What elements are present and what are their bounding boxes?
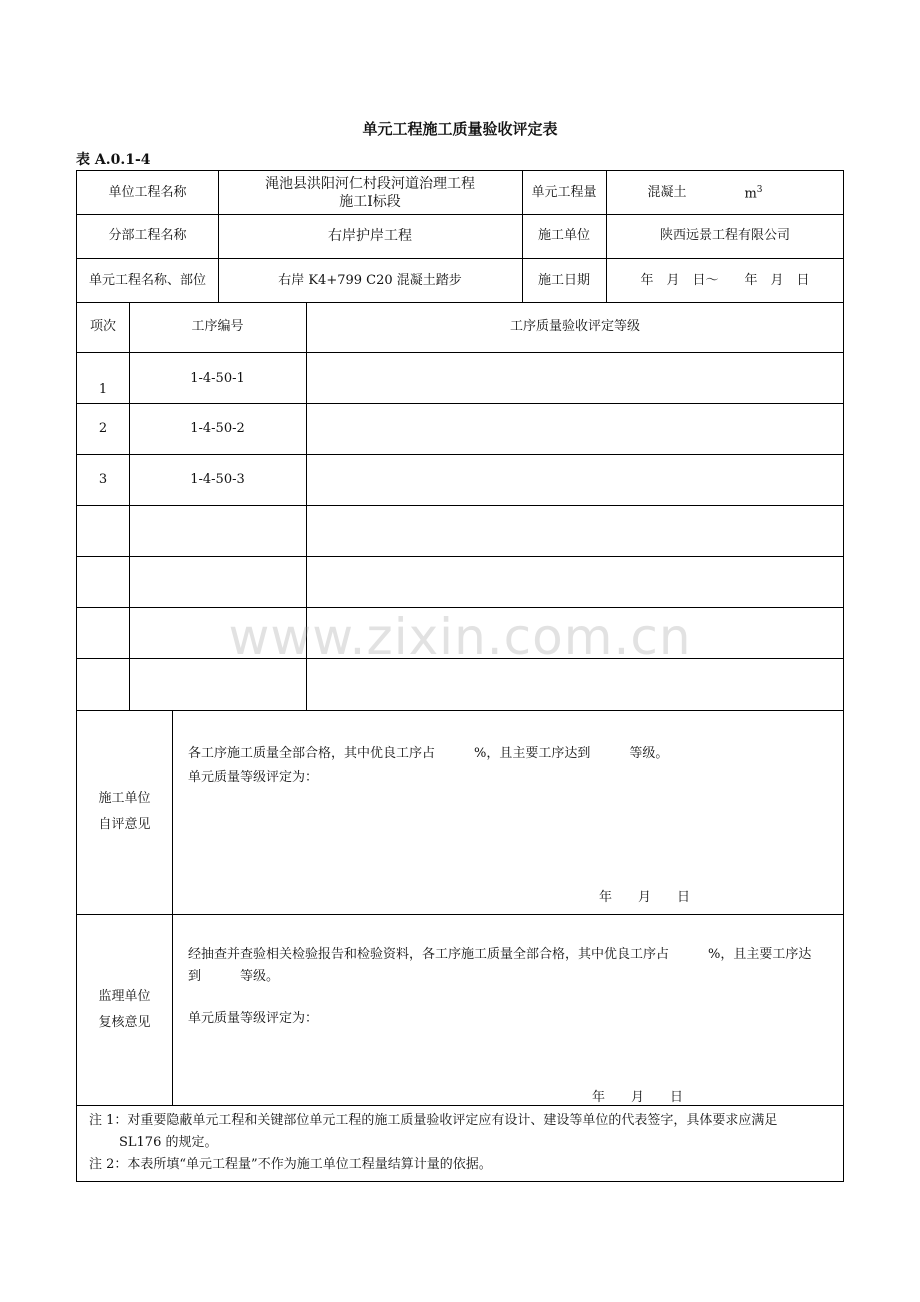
contractor-opinion-section bbox=[76, 710, 844, 915]
form-title: 单元工程施工质量验收评定表 bbox=[362, 120, 558, 138]
table-row-code bbox=[129, 556, 306, 607]
contractor-value: 陕西远景工程有限公司 bbox=[659, 228, 790, 243]
supervisor-opinion-label: 监理单位 复核意见 bbox=[98, 989, 151, 1030]
table-row-code: 1-4-50-3 bbox=[190, 471, 245, 487]
table-row-item bbox=[77, 556, 129, 607]
table-number: 表 A.0.1-4 bbox=[76, 152, 151, 168]
table-row-code bbox=[129, 505, 306, 556]
unit-project-label: 单位工程名称 bbox=[108, 184, 187, 200]
unit-project-value: 渑池县洪阳河仁村段河道治理工程 施工Ⅰ标段 bbox=[265, 175, 475, 210]
supervisor-opinion-section bbox=[76, 914, 844, 1106]
sub-project-label: 分部工程名称 bbox=[108, 228, 187, 243]
table-row-item bbox=[77, 505, 129, 556]
table-row-item: 2 bbox=[98, 420, 108, 436]
col-header-item: 项次 bbox=[89, 319, 116, 334]
element-name-label: 单元工程名称、部位 bbox=[88, 272, 206, 288]
contractor-opinion-text: 各工序施工质量全部合格，其中优良工序占 %，且主要工序达到 等级。 单元质量等级评定为： bbox=[188, 746, 669, 785]
table-row-grade bbox=[306, 403, 844, 454]
col-header-code: 工序编号 bbox=[191, 319, 244, 334]
table-row-grade bbox=[306, 556, 844, 607]
note-1-line-2: SL176 的规定。 bbox=[119, 1135, 218, 1150]
supervisor-opinion-date: 年 月 日 bbox=[592, 1090, 684, 1105]
table-row-grade bbox=[306, 607, 844, 658]
process-table bbox=[76, 302, 844, 711]
element-quantity-label: 单元工程量 bbox=[531, 184, 597, 200]
table-row-item: 1 bbox=[98, 382, 108, 397]
element-quantity-value: 混凝土 $m^3$ bbox=[647, 184, 763, 202]
contractor-label: 施工单位 bbox=[537, 228, 590, 243]
table-row-grade bbox=[306, 505, 844, 556]
sub-project-value: 右岸护岸工程 bbox=[328, 228, 412, 244]
col-header-grade: 工序质量验收评定等级 bbox=[509, 319, 640, 334]
note-2: 注 2：本表所填“单元工程量”不作为施工单位工程量结算计量的依据。 bbox=[89, 1157, 492, 1172]
supervisor-opinion-text: 经抽查并查验相关检验报告和检验资料，各工序施工质量全部合格，其中优良工序占 %，且主要工序达 到 等级。 单元质量等级评定为： bbox=[188, 947, 812, 1026]
note-1-line-1: 注 1：对重要隐蔽单元工程和关键部位单元工程的施工质量验收评定应有设计、建设等单位的代表签字，具体要求应满足 bbox=[89, 1113, 778, 1128]
contractor-opinion-date: 年 月 日 bbox=[599, 890, 691, 905]
table-row-code: 1-4-50-2 bbox=[190, 420, 245, 436]
notes-section bbox=[76, 1105, 844, 1182]
element-name-value: 右岸 K4+799 C20 混凝土踏步 bbox=[278, 272, 462, 288]
construction-date-value: 年 月 日～ 年 月 日 bbox=[640, 272, 810, 288]
header-table bbox=[76, 170, 844, 303]
table-row-grade bbox=[306, 352, 844, 403]
contractor-opinion-label: 施工单位 自评意见 bbox=[98, 791, 151, 832]
table-row-code: 1-4-50-1 bbox=[190, 371, 245, 386]
table-row-item: 3 bbox=[98, 471, 108, 487]
table-row-code bbox=[129, 658, 306, 710]
table-row-item bbox=[77, 607, 129, 658]
construction-date-label: 施工日期 bbox=[537, 272, 590, 288]
watermark: www.zixin.com.cn bbox=[228, 608, 692, 666]
table-row-grade bbox=[306, 454, 844, 505]
table-row-grade bbox=[306, 658, 844, 710]
table-row-item bbox=[77, 658, 129, 710]
table-row-code bbox=[129, 607, 306, 658]
